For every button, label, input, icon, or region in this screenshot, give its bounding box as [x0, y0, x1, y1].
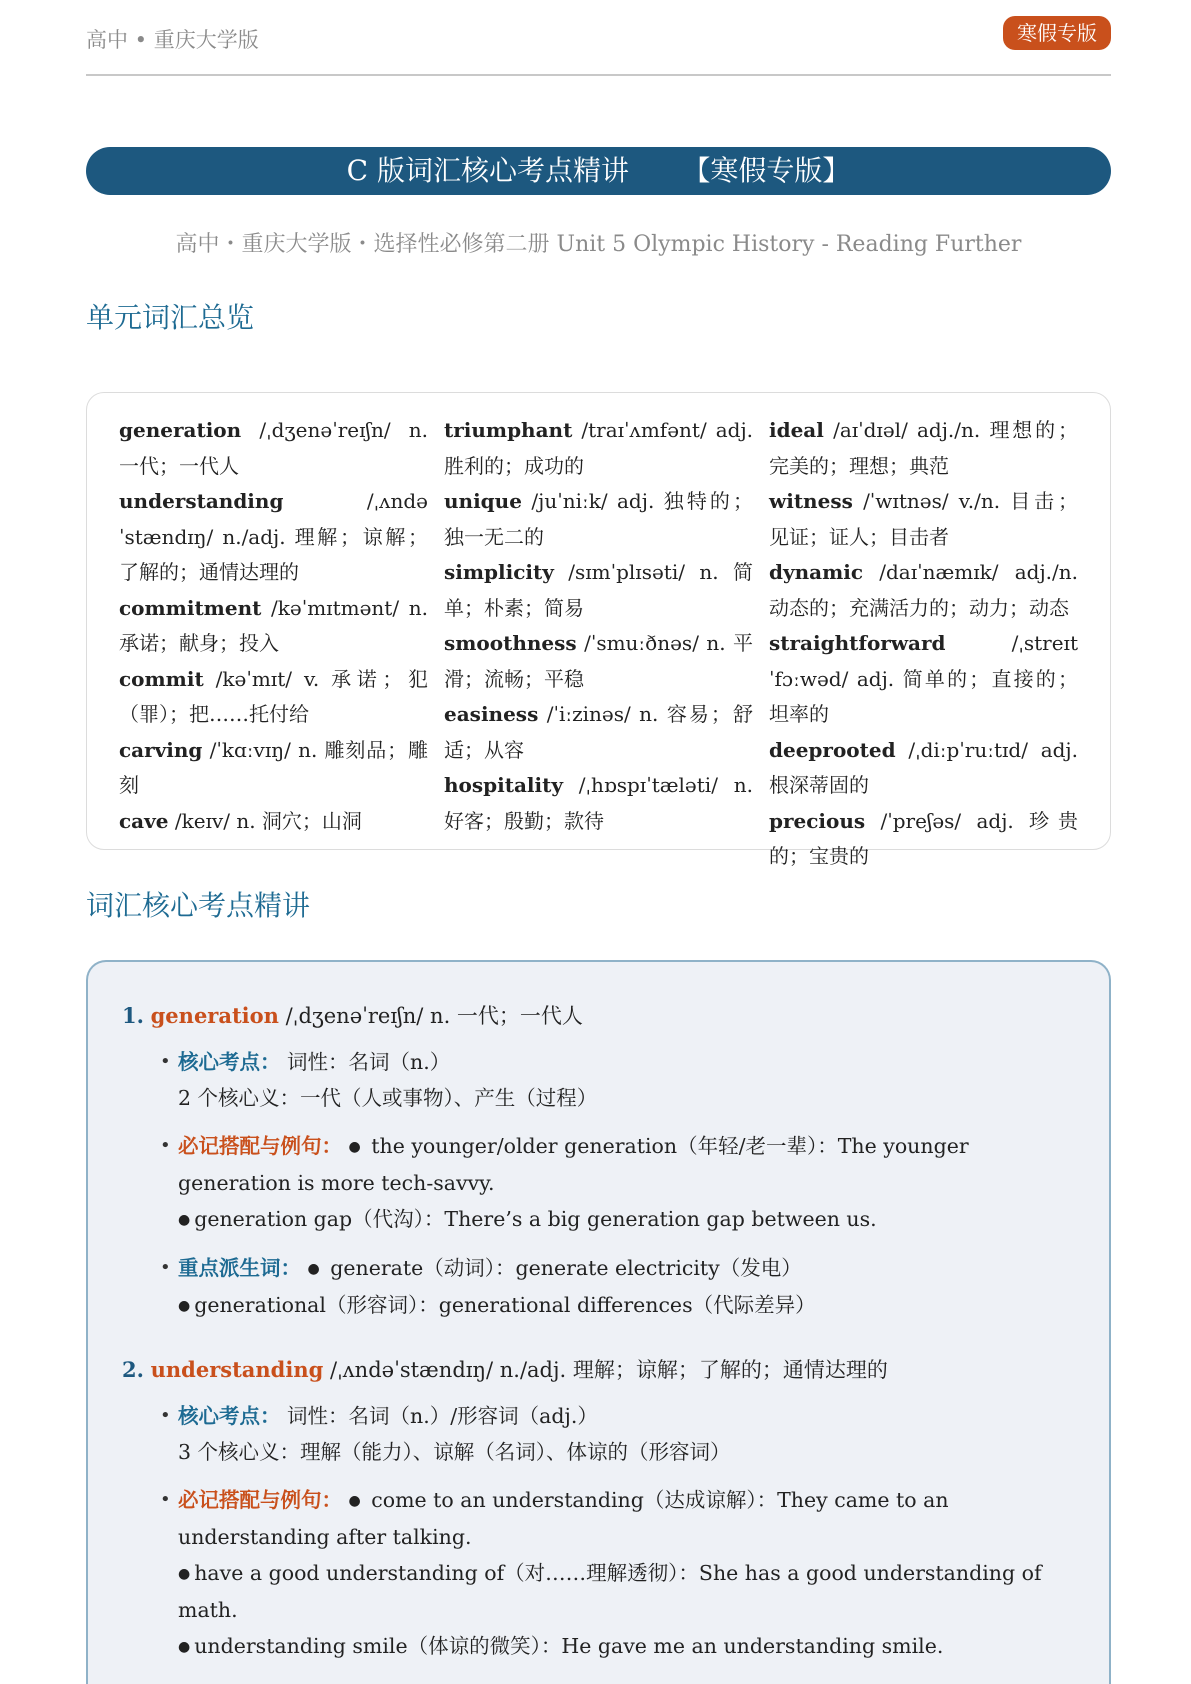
- vocab-word: dynamic: [769, 560, 864, 584]
- vocab-word: hospitality: [444, 773, 563, 797]
- vocab-item: [119, 733, 428, 804]
- page-subtitle: 高中・重庆大学版・选择性必修第二册 Unit 5 Olympic History - Reading Further: [175, 232, 1022, 257]
- edition-badge: 寒假专版: [1003, 16, 1111, 50]
- vocab-item: [444, 768, 753, 839]
- derivative-example: generational（形容词）：generational differences（代际差异）: [194, 1293, 816, 1317]
- banner-title: C 版词汇核心考点精讲: [346, 154, 629, 187]
- vocab-word: precious: [769, 808, 866, 833]
- vocab-item: [119, 804, 428, 840]
- entry-definition: /ˌʌndəˈstændɪŋ/ n./adj. 理解；谅解；了解的；通情达理的: [323, 1358, 888, 1382]
- vocab-word: deeprooted: [769, 737, 896, 762]
- vocab-word: understanding: [119, 489, 284, 513]
- vocab-word: simplicity: [444, 560, 554, 584]
- vocab-definition: /ˌstreɪtˈfɔːwəd/ adj. 简单的；直接的；坦率的: [769, 631, 1078, 726]
- collocation-example: understanding smile（体谅的微笑）：He gave me an understanding smile.: [194, 1634, 944, 1658]
- vocab-word: commitment: [119, 595, 262, 620]
- vocab-definition: /ˈkɑːvɪŋ/ n. 雕刻品；雕刻: [119, 737, 428, 797]
- collocation-example: the younger/older generation（年轻/老一辈）：The younger generation is more tech-savvy.: [178, 1134, 969, 1195]
- vocab-word: unique: [444, 489, 522, 513]
- vocab-item: [119, 591, 428, 662]
- vocab-word: carving: [119, 737, 203, 762]
- collocation-block: [160, 1128, 1073, 1238]
- section-title-detail: 词汇核心考点精讲: [86, 889, 311, 922]
- vocab-item: [444, 697, 753, 768]
- core-point-meanings: 3 个核心义：理解（能力）、谅解（名词）、体谅的（形容词）: [178, 1440, 731, 1464]
- entry-word: generation: [150, 1003, 279, 1028]
- bullet-dot-icon: ●: [178, 1639, 191, 1655]
- vocab-entry-understanding: [122, 1354, 1073, 1665]
- vocab-item: [119, 413, 428, 484]
- core-point-block: [160, 1398, 1073, 1470]
- vocab-word: commit: [119, 666, 204, 691]
- vocab-definition: /ˈsmuːðnəs/ n. 平滑；流畅；平稳: [444, 631, 753, 691]
- header-series-label: 高中 • 重庆大学版: [86, 28, 259, 52]
- entry-heading: [122, 1000, 1073, 1032]
- collocation-example: have a good understanding of（对……理解透彻）：She has a good understanding of math.: [178, 1561, 1042, 1622]
- vocab-item: [444, 413, 753, 484]
- core-point-label: 核心考点：: [178, 1050, 281, 1074]
- bullet-dot-icon: ●: [178, 1212, 191, 1228]
- vocab-overview-box: [86, 392, 1111, 868]
- core-point-text: 词性：名词（n.）: [280, 1050, 451, 1074]
- vocab-word: easiness: [444, 702, 539, 726]
- vocab-definition: /sɪmˈplɪsəti/ n. 简单；朴素；简易: [444, 560, 753, 620]
- banner-tag: 【寒假专版】: [682, 154, 851, 187]
- vocab-detail-box: [86, 960, 1111, 1684]
- vocab-item: [444, 484, 753, 555]
- vocab-definition: /juˈniːk/ adj. 独特的；独一无二的: [444, 489, 753, 549]
- collocation-block: [160, 1482, 1073, 1665]
- vocab-definition: /ˈwɪtnəs/ v./n. 目击；见证；证人；目击者: [769, 489, 1078, 549]
- vocab-word: generation: [119, 418, 242, 442]
- entry-definition: /ˌdʒenəˈreɪʃn/ n. 一代；一代人: [278, 1004, 583, 1028]
- derivative-label: 重点派生词：: [178, 1256, 301, 1280]
- bullet-dot-icon: ●: [178, 1566, 191, 1582]
- vocab-item: [769, 413, 1078, 484]
- bullet-dot-icon: ●: [348, 1139, 361, 1155]
- derivative-example: generate（动词）：generate electricity（发电）: [323, 1256, 802, 1280]
- bullet-dot-icon: ●: [307, 1261, 320, 1277]
- section-title-overview: 单元词汇总览: [86, 301, 255, 334]
- collocation-label: 必记搭配与例句：: [178, 1488, 342, 1512]
- bullet-dot-icon: ●: [178, 1298, 191, 1314]
- vocab-column-2: [444, 413, 753, 875]
- vocab-word: cave: [119, 808, 169, 833]
- core-point-meanings: 2 个核心义：一代（人或事物）、产生（过程）: [178, 1086, 598, 1110]
- vocab-item: [769, 804, 1078, 875]
- vocab-item: [119, 484, 428, 591]
- vocab-definition: /traɪˈʌmfənt/ adj. 胜利的；成功的: [444, 418, 753, 478]
- vocab-entry-generation: [122, 1000, 1073, 1324]
- core-point-label: 核心考点：: [178, 1404, 281, 1428]
- vocab-word: smoothness: [444, 631, 577, 655]
- vocab-definition: /keɪv/ n. 洞穴；山洞: [168, 808, 362, 833]
- vocab-definition: /ˈpreʃəs/ adj. 珍贵的；宝贵的: [769, 808, 1078, 868]
- vocab-definition: /kəˈmɪt/ v. 承诺；犯（罪）；把……托付给: [119, 666, 428, 726]
- vocab-column-1: [119, 413, 428, 875]
- vocab-definition: /ˌdiːpˈruːtɪd/ adj. 根深蒂固的: [769, 737, 1078, 797]
- vocab-word: witness: [769, 489, 853, 513]
- vocab-word: straightforward: [769, 631, 946, 655]
- vocab-definition: /ˌdʒenəˈreɪʃn/ n. 一代；一代人: [119, 418, 428, 478]
- vocab-definition: /ˈiːzinəs/ n. 容易；舒适；从容: [444, 702, 753, 762]
- entry-word: understanding: [150, 1357, 324, 1382]
- vocab-item: [444, 626, 753, 697]
- vocab-word: triumphant: [444, 418, 573, 442]
- vocab-definition: /aɪˈdɪəl/ adj./n. 理想的；完美的；理想；典范: [769, 418, 1078, 478]
- vocab-definition: /ˌʌndəˈstændɪŋ/ n./adj. 理解；谅解；了解的；通情达理的: [119, 489, 428, 584]
- entry-number: 2.: [122, 1357, 144, 1382]
- title-banner: [86, 147, 1111, 195]
- collocation-example: come to an understanding（达成谅解）：They came to an understanding after talking.: [178, 1488, 949, 1549]
- vocab-item: [119, 662, 428, 733]
- vocab-column-3: [769, 413, 1078, 875]
- vocab-item: [769, 555, 1078, 626]
- vocab-word: ideal: [769, 418, 824, 442]
- vocab-item: [444, 555, 753, 626]
- collocation-label: 必记搭配与例句：: [178, 1134, 342, 1158]
- entry-heading: [122, 1354, 1073, 1386]
- vocab-item: [769, 626, 1078, 733]
- vocab-definition: /kəˈmɪtmənt/ n. 承诺；献身；投入: [119, 595, 428, 655]
- core-point-block: [160, 1044, 1073, 1116]
- vocab-definition: /daɪˈnæmɪk/ adj./n. 动态的；充满活力的；动力；动态: [769, 560, 1078, 620]
- vocab-definition: /ˌhɒspɪˈtæləti/ n. 好客；殷勤；款待: [444, 773, 753, 833]
- collocation-example: generation gap（代沟）：There’s a big generation gap between us.: [194, 1207, 877, 1231]
- page-header: [86, 21, 1111, 76]
- bullet-dot-icon: ●: [348, 1493, 361, 1509]
- derivative-block: [160, 1250, 1073, 1324]
- core-point-text: 词性：名词（n.）/形容词（adj.）: [280, 1404, 598, 1428]
- vocab-item: [769, 733, 1078, 804]
- vocab-item: [769, 484, 1078, 555]
- entry-number: 1.: [122, 1003, 144, 1028]
